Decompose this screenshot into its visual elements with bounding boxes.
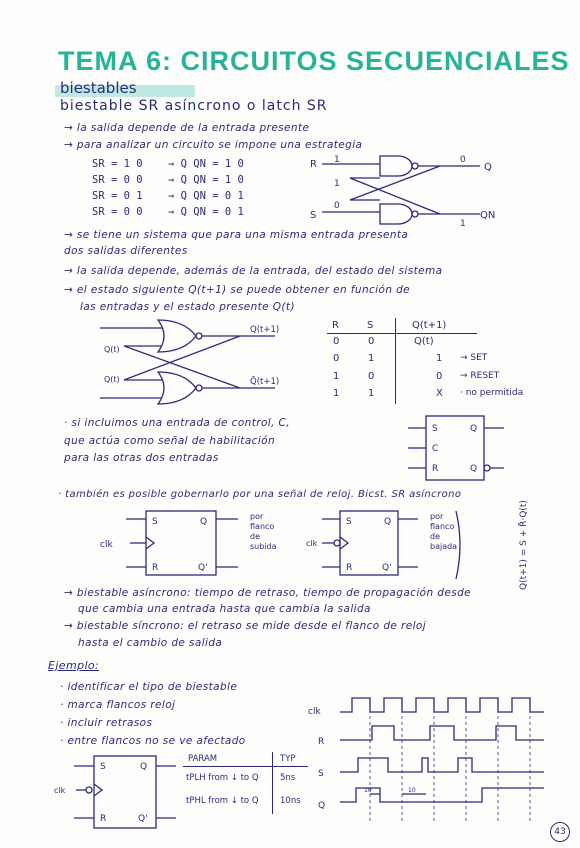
clk2-q: Q [384, 517, 392, 527]
truth-cell: 1 [436, 353, 443, 364]
c-block-s: S [432, 424, 438, 434]
truth-cell: 0 [333, 336, 340, 347]
note-line: · también es posible gobernarlo por una señal de reloj. Bicst. SR asíncrono [58, 489, 462, 500]
sr-case: SR = 0 0 [92, 174, 143, 186]
sr-case-result: → Q QN = 1 0 [168, 158, 244, 170]
truth-cell: 1 [333, 371, 340, 382]
example-item: · incluir retrasos [60, 717, 153, 729]
page-number: 43 [550, 822, 570, 842]
clk2-caption: de [430, 532, 440, 541]
note-line: → la salida depende de la entrada presente [64, 122, 310, 134]
note-line: → biestable síncrono: el retraso se mide desde el flanco de reloj [64, 620, 427, 632]
ex-qprime: Q' [138, 814, 148, 824]
sr-clk-rising-block [100, 505, 300, 580]
sr-c-block [400, 412, 510, 484]
truth-cell: 0 [368, 371, 375, 382]
note-line: para las otras dos entradas [64, 452, 219, 464]
param-cell: tPHL from ↓ to Q [186, 796, 259, 806]
truth-cell: X [436, 388, 443, 399]
truth-note: → RESET [460, 371, 500, 381]
c-block-r: R [432, 464, 439, 474]
truth-note: · no permitida [460, 388, 524, 398]
delay-label: 10 [408, 787, 416, 794]
truth-cell: 1 [333, 388, 340, 399]
clk2-clk: clk [306, 539, 318, 548]
clk1-q: Q [200, 517, 208, 527]
sr-latch-diagram [310, 150, 510, 230]
latch-s-label: S [310, 210, 317, 221]
truth-cell: 0 [368, 336, 375, 347]
timing-diagram [308, 690, 553, 830]
equation-vertical [512, 502, 552, 592]
truth-cell: 0 [333, 353, 340, 364]
clk1-clk: clk [100, 540, 113, 550]
example-title: Ejemplo: [48, 659, 100, 672]
note-line: → biestable asíncrono: tiempo de retraso, tiempo de propagación desde [64, 587, 471, 599]
ex-clk: clk [54, 786, 66, 795]
clk1-caption: subida [250, 542, 277, 551]
output-top-label: Q(t+1) [250, 325, 280, 335]
note-line: → se tiene un sistema que para una misma entrada presenta [64, 229, 409, 241]
latch-value: 0 [460, 155, 466, 165]
qt-bottom-label: Q(t) [104, 375, 120, 384]
ex-s: S [100, 762, 106, 772]
section-heading: biestables [60, 79, 137, 97]
c-block-qbar: Q [470, 464, 478, 474]
table-rule [327, 333, 477, 334]
truth-cell: Q(t) [414, 336, 434, 347]
ex-q: Q [140, 762, 148, 772]
output-bottom-label: Q̄(t+1) [250, 377, 280, 387]
delay-label: 10 [364, 787, 372, 794]
subsection-heading: biestable SR asíncrono o latch SR [60, 98, 328, 114]
latch-value: 1 [460, 219, 466, 229]
s-waveform [340, 758, 544, 772]
note-line: que actúa como señal de habilitación [64, 435, 276, 447]
latch-r-label: R [310, 159, 317, 170]
clk2-qprime: Q' [382, 563, 392, 573]
table-rule [395, 318, 396, 404]
param-cell: tPLH from ↓ to Q [186, 773, 259, 783]
note-line: · si incluimos una entrada de control, C, [64, 417, 291, 429]
example-item: · marca flancos reloj [60, 699, 176, 711]
clk1-r: R [152, 563, 159, 573]
sr-case-result: → Q QN = 0 1 [168, 190, 244, 202]
truth-note: → SET [460, 353, 488, 363]
timing-label-s: S [318, 769, 324, 779]
example-item: · identificar el tipo de biestable [60, 681, 238, 693]
clk1-qprime: Q' [198, 563, 208, 573]
sr-case: SR = 0 1 [92, 190, 143, 202]
r-waveform [340, 726, 544, 740]
clk2-caption: bajada [430, 542, 458, 551]
truth-header: Q(t+1) [412, 320, 447, 331]
truth-cell: 1 [368, 353, 375, 364]
sr-case-result: → Q QN = 1 0 [168, 174, 244, 186]
note-line: dos salidas diferentes [64, 245, 188, 257]
clk1-s: S [152, 517, 158, 527]
equation-text: Q(t+1) = S + R̄·Q(t) [519, 500, 529, 590]
sr-case: SR = 1 0 [92, 158, 143, 170]
note-line: → el estado siguiente Q(t+1) se puede obtener en función de [64, 284, 411, 296]
param-cell: 10ns [280, 796, 301, 806]
sr-clk-falling-block [296, 505, 476, 580]
clk2-caption: flanco [430, 522, 455, 531]
clk2-caption: por [430, 512, 444, 521]
latch-value: 0 [334, 201, 340, 211]
param-cell: 5ns [280, 773, 296, 783]
timing-label-q: Q [318, 801, 326, 811]
sr-case-result: → Q QN = 0 1 [168, 206, 244, 218]
c-block-q: Q [470, 424, 478, 434]
latch-value: 1 [334, 155, 340, 165]
clk2-r: R [346, 563, 353, 573]
truth-header: R [332, 320, 339, 331]
clk1-caption: de [250, 532, 260, 541]
note-line: que cambia una entrada hasta que cambia la salida [78, 603, 371, 615]
param-header: PARAM [188, 754, 218, 764]
sr-case: SR = 0 0 [92, 206, 143, 218]
nor-feedback-diagram [100, 318, 320, 408]
table-rule [183, 766, 308, 767]
latch-qn-label: QN [480, 210, 496, 221]
note-line: → la salida depende, además de la entrada, del estado del sistema [64, 265, 443, 277]
latch-value: 1 [334, 179, 340, 189]
clk-waveform [340, 698, 544, 712]
param-header: TYP [280, 754, 296, 764]
clk2-s: S [346, 517, 352, 527]
timing-label-clk: clk [308, 707, 321, 717]
truth-cell: 1 [368, 388, 375, 399]
example-item: · entre flancos no se ve afectado [60, 735, 246, 747]
example-sr-block [52, 752, 182, 832]
timing-label-r: R [318, 737, 325, 747]
clk1-caption: por [250, 512, 264, 521]
truth-header: S [367, 320, 374, 331]
falling-edge-markers [370, 698, 530, 822]
note-line: las entradas y el estado presente Q(t) [80, 301, 295, 313]
ex-r: R [100, 814, 107, 824]
note-line: → para analizar un circuito se impone una estrategia [64, 139, 363, 151]
truth-cell: 0 [436, 371, 443, 382]
c-block-c: C [432, 444, 439, 454]
note-line: hasta el cambio de salida [78, 637, 223, 649]
table-rule [272, 752, 273, 814]
latch-q-label: Q [484, 162, 492, 173]
qt-top-label: Q(t) [104, 345, 120, 354]
clk1-caption: flanco [250, 522, 275, 531]
page-title: TEMA 6: CIRCUITOS SECUENCIALES [58, 46, 570, 76]
